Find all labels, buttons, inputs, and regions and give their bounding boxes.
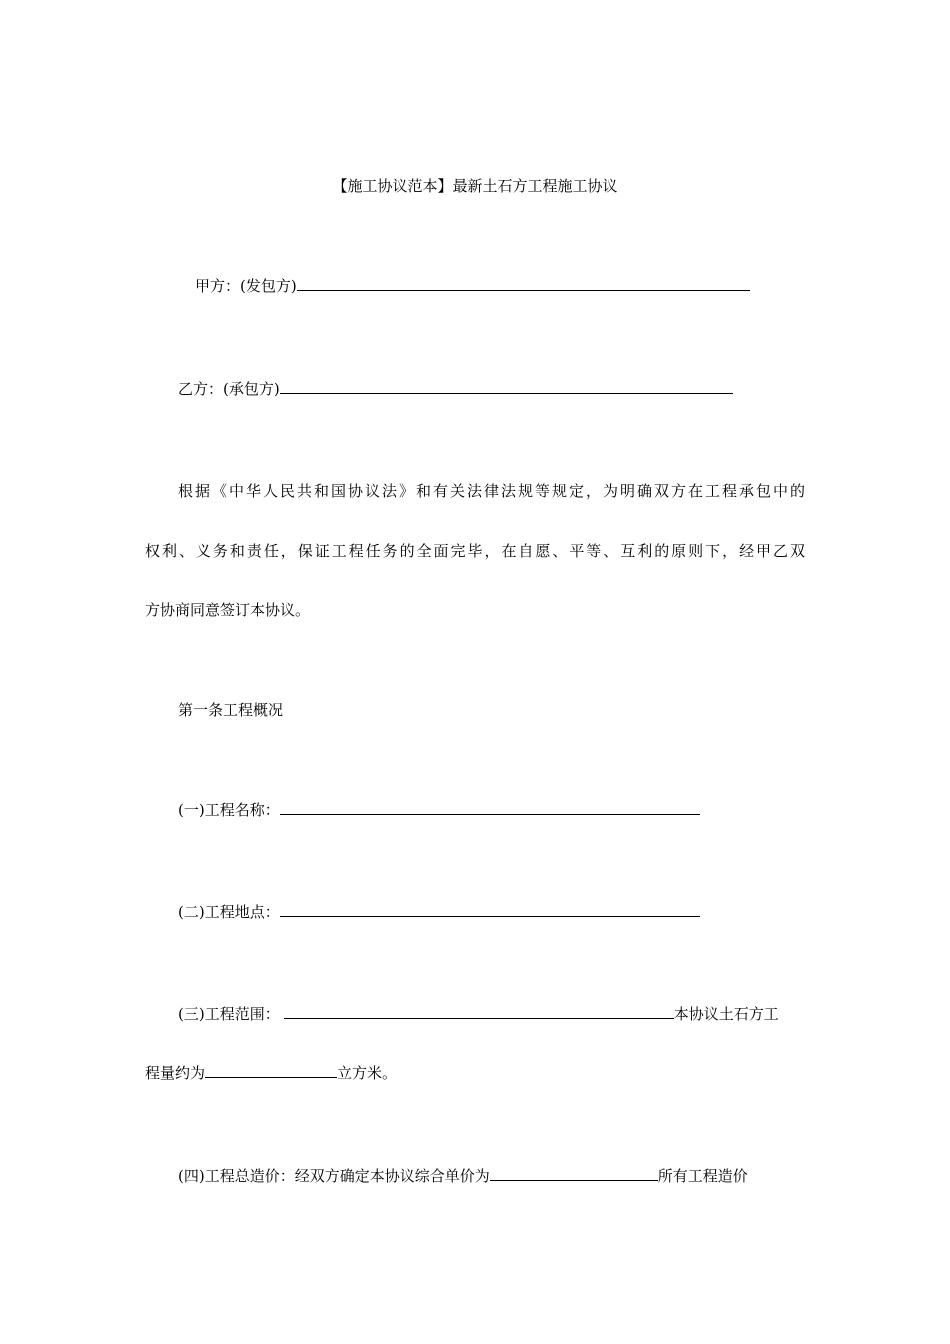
item-4-line	[178, 1166, 748, 1186]
item-2-line	[178, 902, 700, 922]
item-4-label: (四)工程总造价：经双方确定本协议综合单价为	[178, 1167, 490, 1185]
party-b-label: 乙方：(承包方)	[178, 380, 280, 398]
item-3-line-2-suffix: 立方米。	[337, 1064, 398, 1082]
unit-price-blank[interactable]	[490, 1166, 658, 1181]
item-4-suffix: 所有工程造价	[657, 1167, 748, 1185]
item-1-line	[178, 800, 700, 820]
party-a-label: 甲方：(发包方)	[195, 277, 297, 295]
party-a-blank[interactable]	[297, 276, 750, 291]
intro-line-2: 权利、义务和责任，保证工程任务的全面完毕，在自愿、平等、互利的原则下，经甲乙双	[145, 542, 805, 560]
party-b-blank[interactable]	[280, 379, 733, 394]
item-3-line-2	[145, 1063, 397, 1083]
item-3-suffix: 本协议土石方工	[673, 1005, 779, 1023]
project-name-blank[interactable]	[280, 800, 700, 815]
article-1-heading: 第一条工程概况	[178, 701, 284, 719]
document-title: 【施工协议范本】最新土石方工程施工协议	[332, 177, 618, 195]
intro-line-3: 方协商同意签订本协议。	[145, 601, 311, 619]
item-3-label: (三)工程范围：	[178, 1005, 280, 1023]
item-3-line	[178, 1004, 779, 1024]
item-3-line-2-prefix: 程量约为	[145, 1064, 206, 1082]
project-location-blank[interactable]	[280, 902, 700, 917]
intro-line-1: 根据《中华人民共和国协议法》和有关法律法规等规定，为明确双方在工程承包中的	[178, 482, 805, 500]
project-scope-blank[interactable]	[284, 1004, 674, 1019]
volume-blank[interactable]	[205, 1063, 337, 1078]
item-1-label: (一)工程名称：	[178, 801, 280, 819]
party-b-line	[178, 379, 733, 399]
party-a-line	[195, 276, 750, 296]
item-2-label: (二)工程地点：	[178, 903, 280, 921]
